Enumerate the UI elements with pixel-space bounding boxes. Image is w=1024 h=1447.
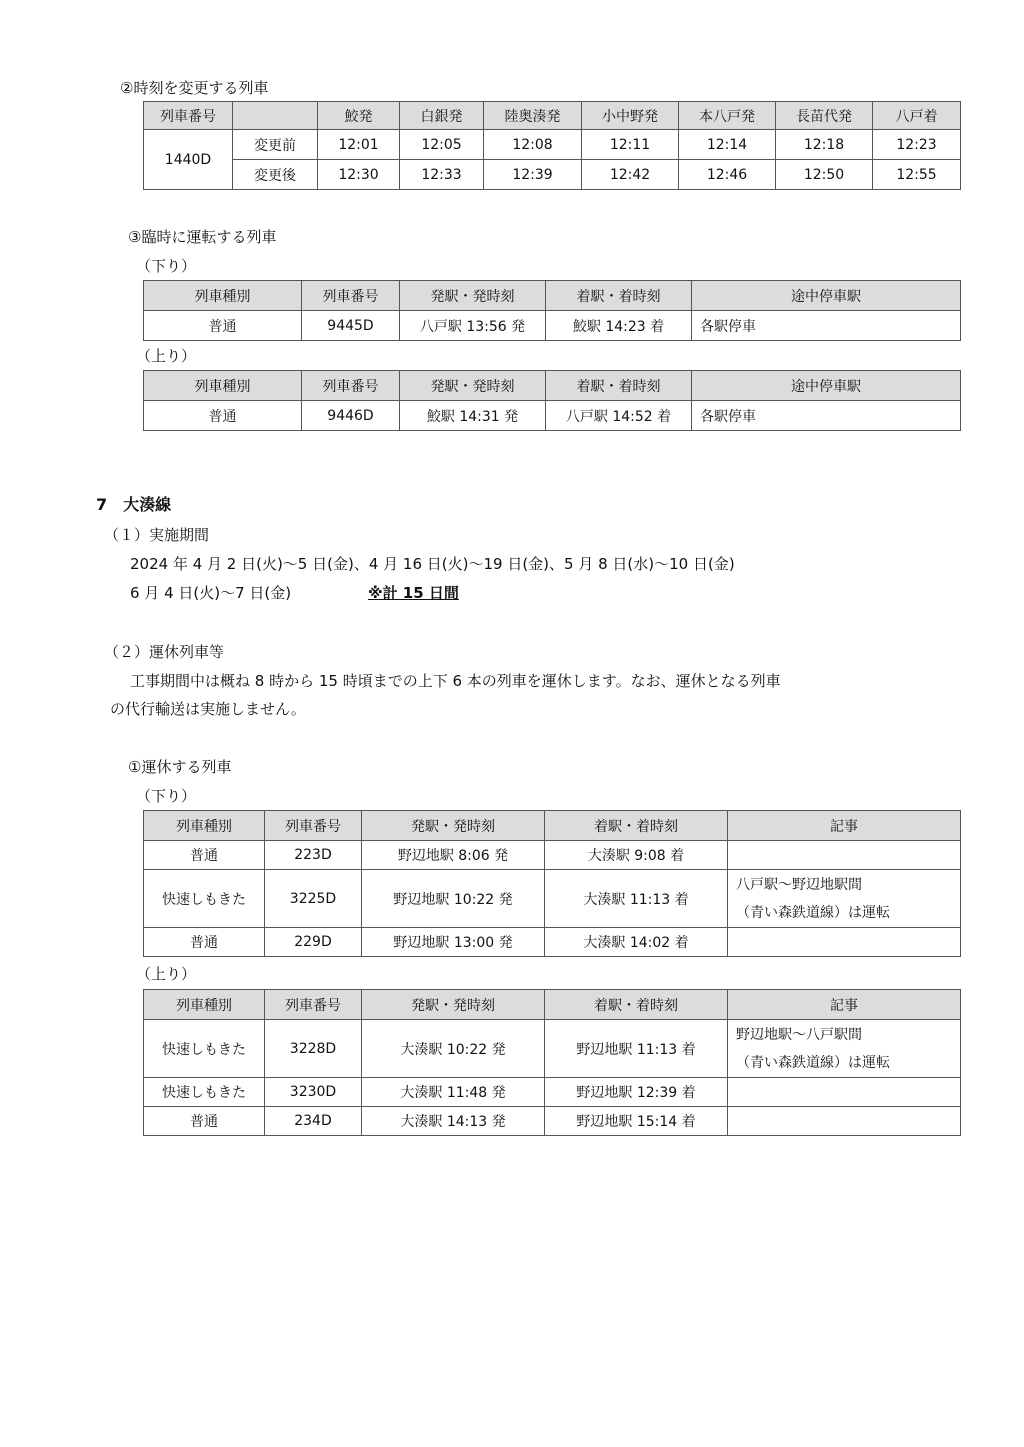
time-change-heading: ②時刻を変更する列車 xyxy=(120,79,269,97)
row-label: 変更後 xyxy=(233,160,318,190)
cell: 大湊駅 14:02 着 xyxy=(545,928,728,957)
header-cell: 白銀発 xyxy=(400,102,484,130)
cell: 普通 xyxy=(144,401,302,431)
up-label: （上り） xyxy=(136,965,197,983)
time-cell: 12:39 xyxy=(484,160,582,190)
header-cell: 列車番号 xyxy=(302,281,400,311)
period-line-2: 6 月 4 日(火)～7 日(金) xyxy=(130,584,292,602)
cell: 3228D xyxy=(265,1020,362,1078)
extra-train-heading: ③臨時に運転する列車 xyxy=(128,228,277,246)
cell: 快速しもきた xyxy=(144,1078,265,1107)
table-row xyxy=(144,841,961,870)
table-row xyxy=(144,870,961,928)
time-cell: 12:42 xyxy=(582,160,679,190)
cell: 223D xyxy=(265,841,362,870)
cell: 9446D xyxy=(302,401,400,431)
note-cell xyxy=(728,1107,961,1136)
header-cell: 列車番号 xyxy=(302,371,400,401)
time-cell: 12:14 xyxy=(679,130,776,160)
time-cell: 12:05 xyxy=(400,130,484,160)
time-cell: 12:33 xyxy=(400,160,484,190)
cell: 鮫駅 14:23 着 xyxy=(546,311,692,341)
table-row xyxy=(144,311,961,341)
cell: 各駅停車 xyxy=(692,311,961,341)
extra-up-table xyxy=(143,370,961,431)
note-cell xyxy=(728,870,961,928)
cell: 野辺地駅 10:22 発 xyxy=(362,870,545,928)
header-cell: 発駅・発時刻 xyxy=(362,990,545,1020)
header-cell: 鮫発 xyxy=(318,102,400,130)
time-cell: 12:50 xyxy=(776,160,873,190)
cell: 大湊駅 11:48 発 xyxy=(362,1078,545,1107)
header-cell: 列車番号 xyxy=(265,990,362,1020)
header-cell: 列車番号 xyxy=(144,102,233,130)
period-heading: （１）実施期間 xyxy=(104,526,210,544)
note-cell xyxy=(728,928,961,957)
cell: 各駅停車 xyxy=(692,401,961,431)
time-cell: 12:18 xyxy=(776,130,873,160)
header-cell xyxy=(233,102,318,130)
extra-down-table xyxy=(143,280,961,341)
cell: 八戸駅 13:56 発 xyxy=(400,311,546,341)
table-row xyxy=(144,130,961,160)
note-line: （青い森鉄道線）は運転 xyxy=(736,1054,890,1071)
header-cell: 発駅・発時刻 xyxy=(400,281,546,311)
down-label: （下り） xyxy=(136,257,197,275)
table-row xyxy=(144,1020,961,1078)
cell: 大湊駅 11:13 着 xyxy=(545,870,728,928)
suspend-heading: （２）運休列車等 xyxy=(104,643,225,661)
cancel-up-table xyxy=(143,989,961,1136)
note-cell xyxy=(728,1078,961,1107)
note-cell xyxy=(728,1020,961,1078)
cell: 野辺地駅 13:00 発 xyxy=(362,928,545,957)
row-label: 変更前 xyxy=(233,130,318,160)
time-cell: 12:23 xyxy=(873,130,961,160)
note-line: 野辺地駅～八戸駅間 xyxy=(736,1026,862,1043)
note-cell xyxy=(728,841,961,870)
cell: 快速しもきた xyxy=(144,1020,265,1078)
header-cell: 途中停車駅 xyxy=(692,281,961,311)
cell: 234D xyxy=(265,1107,362,1136)
period-line-1: 2024 年 4 月 2 日(火)～5 日(金)、4 月 16 日(火)～19 日(金)、5 月 8 日(水)～10 日(金) xyxy=(130,555,735,573)
cell: 3225D xyxy=(265,870,362,928)
header-cell: 列車種別 xyxy=(144,281,302,311)
cell: 3230D xyxy=(265,1078,362,1107)
period-total: ※計 15 日間 xyxy=(368,584,459,602)
header-cell: 列車種別 xyxy=(144,990,265,1020)
cancel-heading: ①運休する列車 xyxy=(128,758,232,776)
cell: 大湊駅 9:08 着 xyxy=(545,841,728,870)
time-change-table xyxy=(143,101,961,190)
cell: 鮫駅 14:31 発 xyxy=(400,401,546,431)
table-row xyxy=(144,1107,961,1136)
cell: 大湊駅 14:13 発 xyxy=(362,1107,545,1136)
cancel-down-table xyxy=(143,810,961,957)
cell: 普通 xyxy=(144,928,265,957)
suspend-text-2: の代行輸送は実施しません。 xyxy=(110,700,306,718)
train-number-cell: 1440D xyxy=(144,130,233,190)
cell: 八戸駅 14:52 着 xyxy=(546,401,692,431)
table-row xyxy=(144,401,961,431)
cell: 229D xyxy=(265,928,362,957)
cell: 普通 xyxy=(144,1107,265,1136)
cell: 野辺地駅 8:06 発 xyxy=(362,841,545,870)
header-cell: 小中野発 xyxy=(582,102,679,130)
cell: 普通 xyxy=(144,311,302,341)
time-cell: 12:11 xyxy=(582,130,679,160)
header-cell: 列車種別 xyxy=(144,371,302,401)
header-cell: 列車番号 xyxy=(265,811,362,841)
table-row xyxy=(144,160,961,190)
time-cell: 12:08 xyxy=(484,130,582,160)
header-cell: 着駅・着時刻 xyxy=(546,281,692,311)
cell: 快速しもきた xyxy=(144,870,265,928)
suspend-text-1: 工事期間中は概ね 8 時から 15 時頃までの上下 6 本の列車を運休します。なお、運休となる列車 xyxy=(130,672,781,690)
cell: 9445D xyxy=(302,311,400,341)
header-cell: 列車種別 xyxy=(144,811,265,841)
header-cell: 発駅・発時刻 xyxy=(362,811,545,841)
header-cell: 着駅・着時刻 xyxy=(546,371,692,401)
cell: 普通 xyxy=(144,841,265,870)
header-cell: 記事 xyxy=(728,811,961,841)
header-cell: 発駅・発時刻 xyxy=(400,371,546,401)
time-cell: 12:46 xyxy=(679,160,776,190)
cell: 野辺地駅 11:13 着 xyxy=(545,1020,728,1078)
note-line: （青い森鉄道線）は運転 xyxy=(736,904,890,921)
cell: 大湊駅 10:22 発 xyxy=(362,1020,545,1078)
header-cell: 記事 xyxy=(728,990,961,1020)
header-cell: 陸奥湊発 xyxy=(484,102,582,130)
cell: 野辺地駅 15:14 着 xyxy=(545,1107,728,1136)
header-cell: 長苗代発 xyxy=(776,102,873,130)
section-title: 7 大湊線 xyxy=(96,495,172,514)
table-row xyxy=(144,928,961,957)
cell: 野辺地駅 12:39 着 xyxy=(545,1078,728,1107)
down-label: （下り） xyxy=(136,787,197,805)
table-row xyxy=(144,1078,961,1107)
header-cell: 着駅・着時刻 xyxy=(545,811,728,841)
time-cell: 12:55 xyxy=(873,160,961,190)
header-cell: 着駅・着時刻 xyxy=(545,990,728,1020)
up-label: （上り） xyxy=(136,347,197,365)
header-cell: 八戸着 xyxy=(873,102,961,130)
time-cell: 12:30 xyxy=(318,160,400,190)
time-cell: 12:01 xyxy=(318,130,400,160)
header-cell: 本八戸発 xyxy=(679,102,776,130)
header-cell: 途中停車駅 xyxy=(692,371,961,401)
note-line: 八戸駅～野辺地駅間 xyxy=(736,876,862,893)
